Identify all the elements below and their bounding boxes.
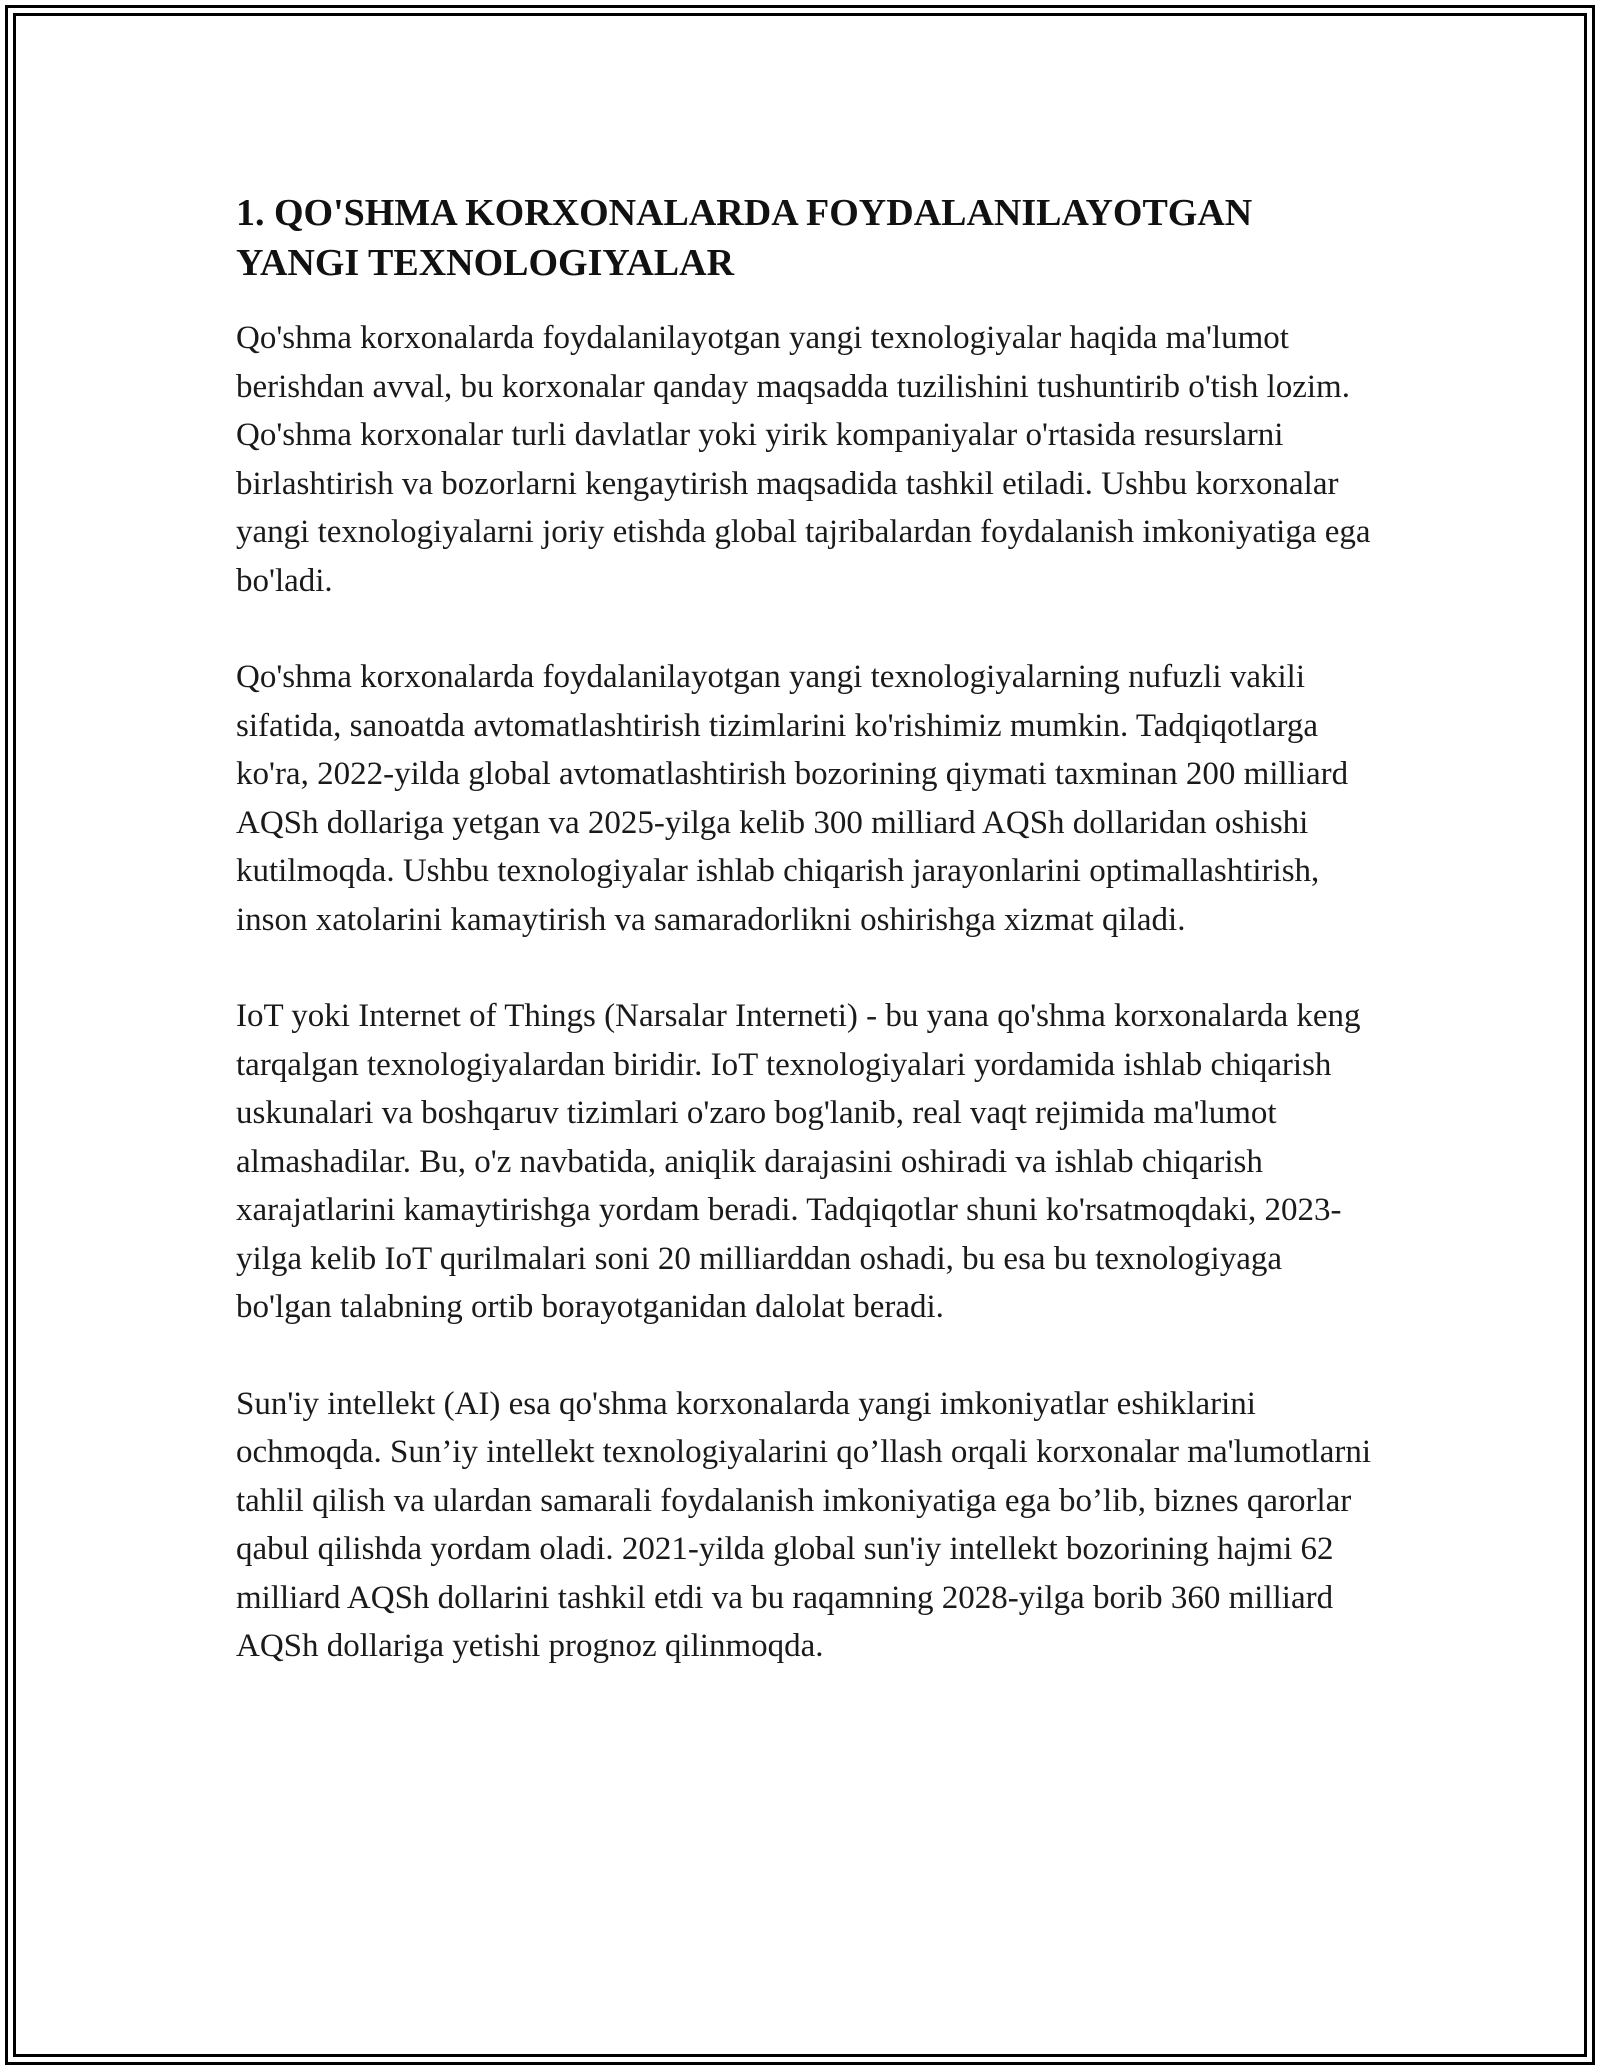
paragraph-iot: IoT yoki Internet of Things (Narsalar Interneti) - bu yana qo'shma korxonalarda keng tarqalgan texnologiyalardan biridir. IoT texnologiyalari yordamida ishlab chiqarish uskunalari va boshqaruv tizimlari o'zaro bog'lanib, real vaqt rejimida ma'lumot almashadilar. Bu, o'z navbatida, aniqlik darajasini oshiradi va ishlab chiqarish xarajatlarini kamaytirishga yordam beradi. Tadqiqotlar shuni ko'rsatmoqdaki, 2023-yilga kelib IoT qurilmalari soni 20 milliarddan oshadi, bu esa bu texnologiyaga bo'lgan talabning ortib borayotganidan dalolat beradi. [236,998,1361,1325]
section-heading [236,188,1376,288]
paragraph-ai: Sun'iy intellekt (AI) esa qo'shma korxonalarda yangi imkoniyatlar eshiklarini ochmoqda. Sun’iy intellekt texnologiyalarini qo’llash orqali korxonalar ma'lumotlarni tahlil qilish va ulardan samarali foydalanish imkoniyatiga ega bo’lib, biznes qarorlar qabul qilishda yordam oladi. 2021-yilda global sun'iy intellekt bozorining hajmi 62 milliard AQSh dollarini tashkil etdi va bu raqamning 2028-yilga borib 360 milliard AQSh dollariga yetishi prognoz qilinmoqda. [236,1385,1372,1664]
paragraph-intro: Qo'shma korxonalarda foydalanilayotgan yangi texnologiyalar haqida ma'lumot berishdan avval, bu korxonalar qanday maqsadda tuzilishini tushuntirib o'tish lozim. Qo'shma korxonalar turli davlatlar yoki yirik kompaniyalar o'rtasida resurslarni birlashtirish va bozorlarni kengaytirish maqsadida tashkil etiladi. Ushbu korxonalar yangi texnologiyalarni joriy etishda global tajribalardan foydalanish imkoniyatiga ega bo'ladi. [236,320,1371,599]
document-body [236,188,1376,1719]
section-heading-line-1: 1. QO'SHMA KORXONALARDA FOYDALANILAYOTGAN [236,192,1253,234]
section-heading-line-2: YANGI TEXNOLOGIYALAR [236,242,735,284]
paragraph-automation: Qo'shma korxonalarda foydalanilayotgan yangi texnologiyalarning nufuzli vakili sifatida, sanoatda avtomatlashtirish tizimlarini ko'rishimiz mumkin. Tadqiqotlarga ko'ra, 2022-yilda global avtomatlashtirish bozorining qiymati taxminan 200 milliard AQSh dollariga yetgan va 2025-yilga kelib 300 milliard AQSh dollaridan oshishi kutilmoqda. Ushbu texnologiyalar ishlab chiqarish jarayonlarini optimallashtirish, inson xatolarini kamaytirish va samaradorlikni oshirishga xizmat qiladi. [236,659,1349,938]
